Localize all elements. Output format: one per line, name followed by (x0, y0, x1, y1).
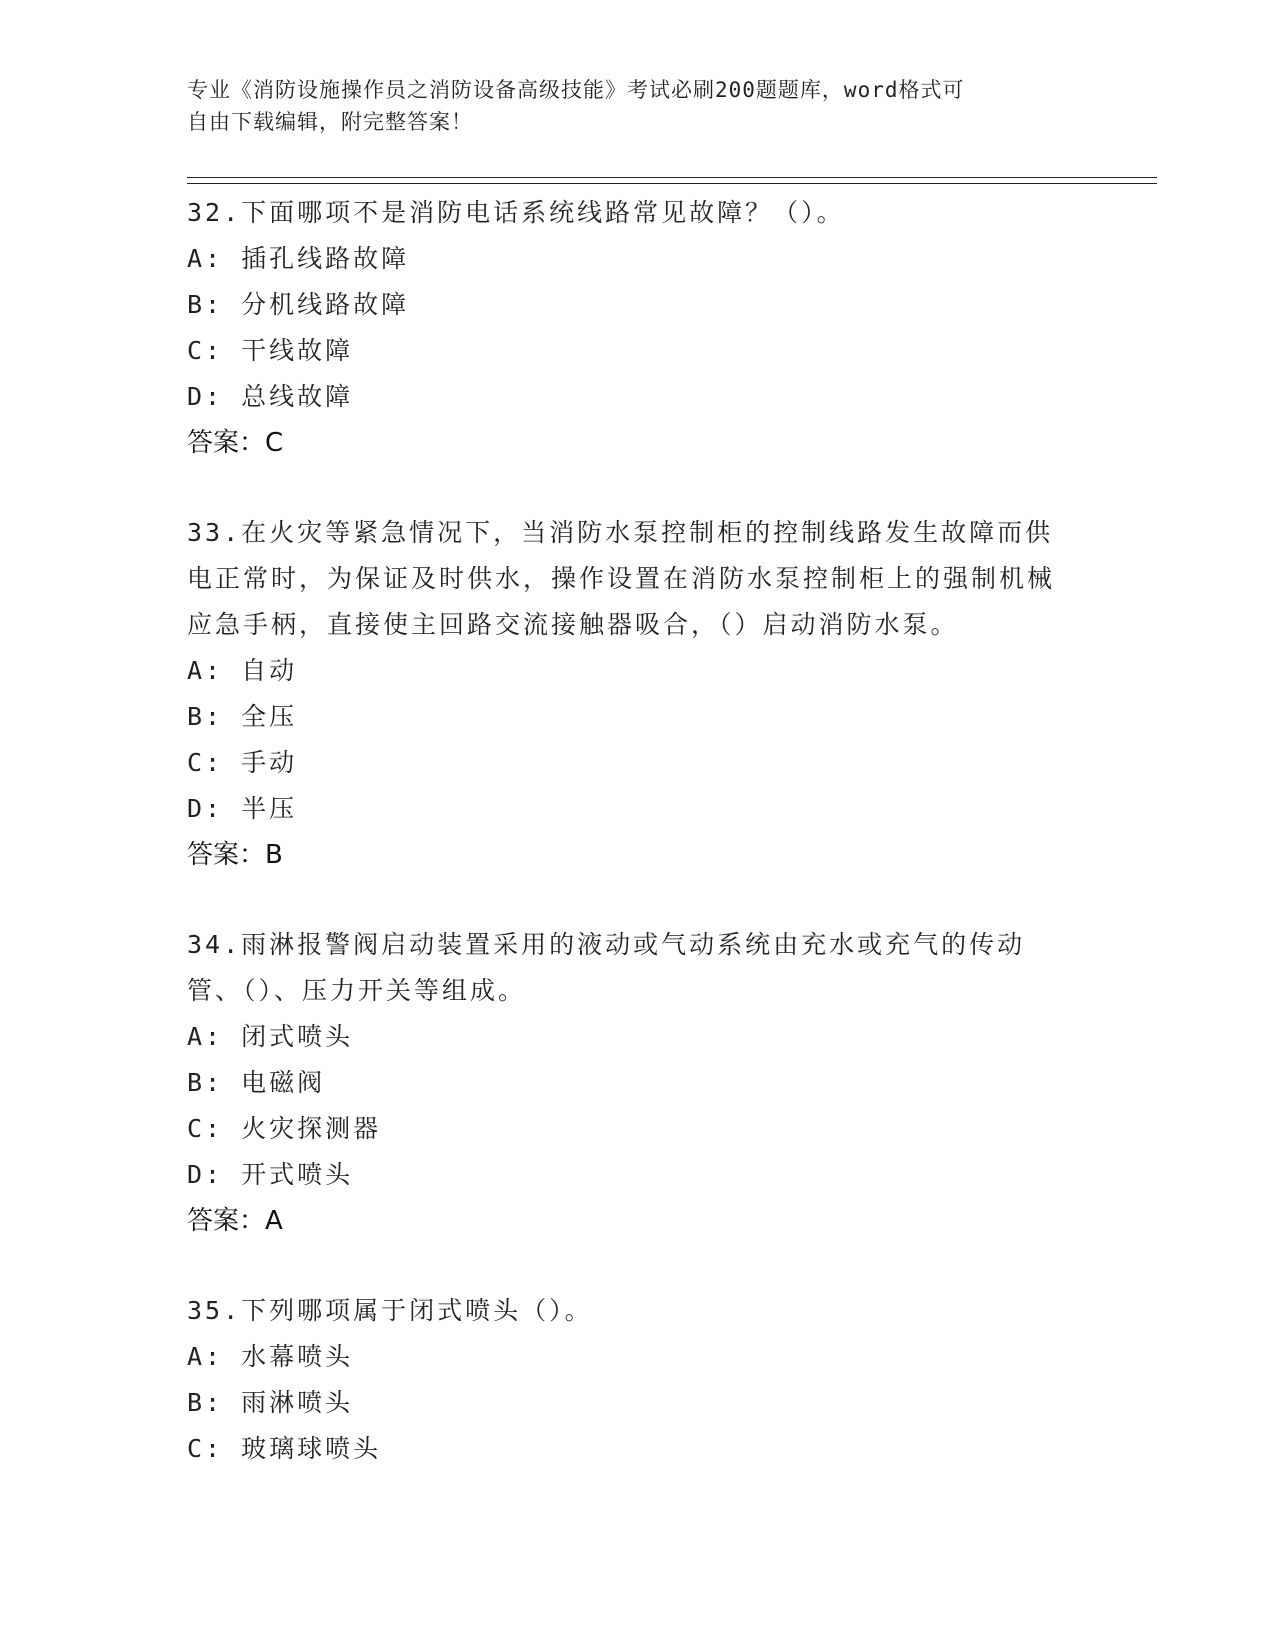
question-stem: 33.在火灾等紧急情况下，当消防水泵控制柜的控制线路发生故障而供电正常时，为保证及时供水，操作设置在消防水泵控制柜上的强制机械应急手柄，直接使主回路交流接触器吸合，（）启动消防水泵。 (187, 518, 1056, 639)
question-list (187, 190, 1067, 1516)
question-34 (187, 922, 1067, 1244)
option-a: A: 自动 (187, 656, 298, 685)
option-a: A: 闭式喷头 (187, 1022, 354, 1051)
answer-label: 答案：C (187, 428, 284, 458)
question-stem: 32.下面哪项不是消防电话系统线路常见故障？（）。 (187, 198, 845, 227)
option-c: C: 火灾探测器 (187, 1114, 382, 1143)
header-divider-top (187, 177, 1157, 178)
answer-label: 答案：A (187, 1206, 283, 1236)
header-line-2: 自由下载编辑，附完整答案！ (187, 110, 473, 134)
option-b: B: 雨淋喷头 (187, 1388, 354, 1417)
question-33 (187, 510, 1067, 878)
option-a: A: 插孔线路故障 (187, 244, 410, 273)
option-c: C: 干线故障 (187, 336, 354, 365)
option-c: C: 手动 (187, 748, 298, 777)
option-d: D: 总线故障 (187, 382, 354, 411)
option-d: D: 开式喷头 (187, 1160, 354, 1189)
option-d: D: 半压 (187, 794, 298, 823)
option-b: B: 分机线路故障 (187, 290, 410, 319)
answer-label: 答案：B (187, 840, 283, 870)
header-line-1: 专业《消防设施操作员之消防设备高级技能》考试必刷200题题库，word格式可 (187, 78, 965, 102)
question-stem: 35.下列哪项属于闭式喷头（）。 (187, 1296, 593, 1325)
header-divider-bottom (187, 183, 1157, 184)
question-stem: 34.雨淋报警阀启动装置采用的液动或气动系统由充水或充气的传动管、（）、压力开关等组成。 (187, 930, 1026, 1005)
question-32 (187, 190, 1067, 466)
document-header (187, 74, 1067, 138)
option-a: A: 水幕喷头 (187, 1342, 354, 1371)
option-b: B: 电磁阀 (187, 1068, 326, 1097)
option-c: C: 玻璃球喷头 (187, 1434, 382, 1463)
option-b: B: 全压 (187, 702, 298, 731)
question-35 (187, 1288, 1067, 1472)
